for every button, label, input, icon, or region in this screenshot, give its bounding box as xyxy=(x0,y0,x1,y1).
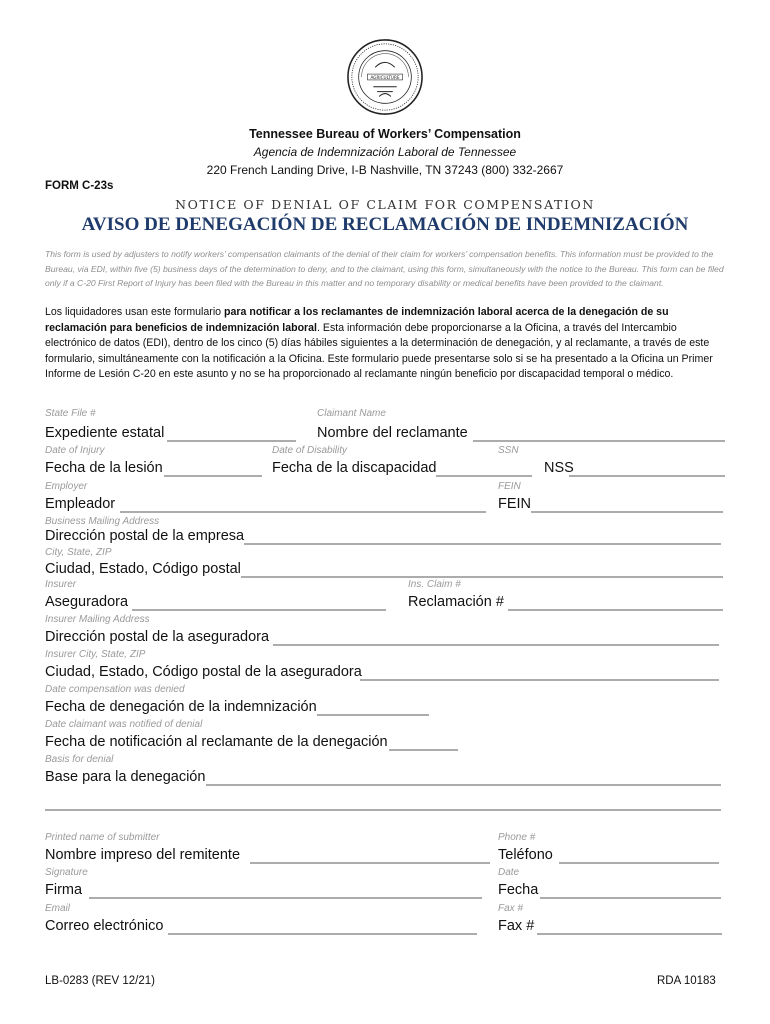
fax-field-caption: Fax # xyxy=(498,918,535,934)
form-revision: LB-0283 (REV 12/21) xyxy=(45,975,155,987)
claimant-name-label: Claimant Name xyxy=(317,408,386,419)
fein-field-caption: FEIN xyxy=(498,496,532,512)
city-state-zip-label: City, State, ZIP xyxy=(45,547,112,558)
insurer-city-label: Insurer City, State, ZIP xyxy=(45,649,146,660)
ssn-label: SSN xyxy=(498,445,519,456)
rda-number: RDA 10183 xyxy=(657,975,716,987)
printed-name-label: Printed name of submitter xyxy=(45,832,160,843)
intro-english: This form is used by adjusters to notify workers’ compensation claimants of the denial of their claim for workers’ compensation benefits. This information must be provided to the Bureau, via EDI, within five (5) business days of the determination to deny, and to the claimant, using this form, simultaneously with the notice to the Bureau. This form can be filed only if a C-20 First Report of Injury has been filed with the Bureau in this matter and no temporary disability or medical benefits have been provided to the claimant. xyxy=(45,249,724,289)
agency-name: Tennessee Bureau of Workers’ Compensation xyxy=(249,127,521,141)
ssn-field-caption: NSS xyxy=(544,460,574,476)
date-disability-field-caption: Fecha de la discapacidad xyxy=(272,460,437,476)
intro-spanish-part1: Los liquidadores usan este formulario xyxy=(45,306,225,318)
employer-label: Employer xyxy=(45,481,88,492)
date-injury-label: Date of Injury xyxy=(45,445,105,456)
city-state-zip-field-caption: Ciudad, Estado, Código postal xyxy=(45,561,241,577)
state-file-field-caption: Expediente estatal xyxy=(45,425,165,441)
date-field-caption: Fecha xyxy=(498,882,539,898)
printed-name-field-caption: Nombre impreso del remitente xyxy=(45,847,241,863)
agency-address: 220 French Landing Drive, I-B Nashville, TN 37243 (800) 332-2667 xyxy=(206,163,564,177)
date-notified-field-caption: Fecha de notificación al reclamante de la denegación xyxy=(45,734,388,750)
state-file-label: State File # xyxy=(45,408,96,419)
basis-field-caption: Base para la denegación xyxy=(45,769,206,785)
email-field-caption: Correo electrónico xyxy=(45,918,164,934)
date-disability-label: Date of Disability xyxy=(272,445,348,456)
fein-label: FEIN xyxy=(498,481,521,492)
insurer-address-label: Insurer Mailing Address xyxy=(45,614,150,625)
date-denied-field-caption: Fecha de denegación de la indemnización xyxy=(45,699,317,715)
phone-label: Phone # xyxy=(498,832,536,843)
insurer-city-field-caption: Ciudad, Estado, Código postal de la aseguradora xyxy=(45,664,362,680)
ins-claim-field-caption: Reclamación # xyxy=(408,594,504,610)
signature-label: Signature xyxy=(45,867,88,878)
date-notified-label: Date claimant was notified of denial xyxy=(45,719,203,730)
agency-name-spanish: Agencia de Indemnización Laboral de Tennessee xyxy=(253,145,517,159)
employer-field-caption: Empleador xyxy=(45,496,116,512)
form-code: FORM C-23s xyxy=(45,180,114,192)
insurer-field-caption: Aseguradora xyxy=(45,594,129,610)
seal-text: AGRICULTURE xyxy=(370,74,400,80)
insurer-address-field-caption: Dirección postal de la aseguradora xyxy=(45,629,270,645)
business-address-field-caption: Dirección postal de la empresa xyxy=(45,528,245,544)
business-address-label: Business Mailing Address xyxy=(45,516,160,527)
claimant-name-field-caption: Nombre del reclamante xyxy=(317,425,468,441)
basis-label: Basis for denial xyxy=(45,754,114,765)
ins-claim-label: Ins. Claim # xyxy=(408,579,461,590)
phone-field-caption: Teléfono xyxy=(498,847,553,863)
date-label: Date xyxy=(498,867,520,878)
title-spanish: AVISO DE DENEGACIÓN DE RECLAMACIÓN DE INDEMNIZACIÓN xyxy=(81,214,689,235)
insurer-label: Insurer xyxy=(45,579,77,590)
intro-spanish-bold: para notificar a los reclamantes de indemnización laboral acerca de la denegación de su reclamación para beneficios de indemnización laboral xyxy=(45,306,669,334)
date-injury-field-caption: Fecha de la lesión xyxy=(45,460,163,476)
title-english: NOTICE OF DENIAL OF CLAIM FOR COMPENSATION xyxy=(175,197,595,212)
email-label: Email xyxy=(45,903,71,914)
signature-field-caption: Firma xyxy=(45,882,83,898)
date-denied-label: Date compensation was denied xyxy=(45,684,185,695)
fax-label: Fax # xyxy=(498,903,524,914)
intro-spanish-part2: . Esta información debe proporcionarse a la Oficina, a través del Intercambio electrónico de datos (EDI), dentro de los cinco (5) días hábiles siguientes a la determinación de denegación, y al reclamante, a través de este formulario, simultáneamente con la notificación a la Oficina. Este formulario puede presentarse solo si se ha presentado a la Oficina un Primer Informe de Lesión C-20 en este asunto y no se ha proporcionado al reclamante ningún beneficio por discapacidad temporal o médico. xyxy=(45,321,713,381)
